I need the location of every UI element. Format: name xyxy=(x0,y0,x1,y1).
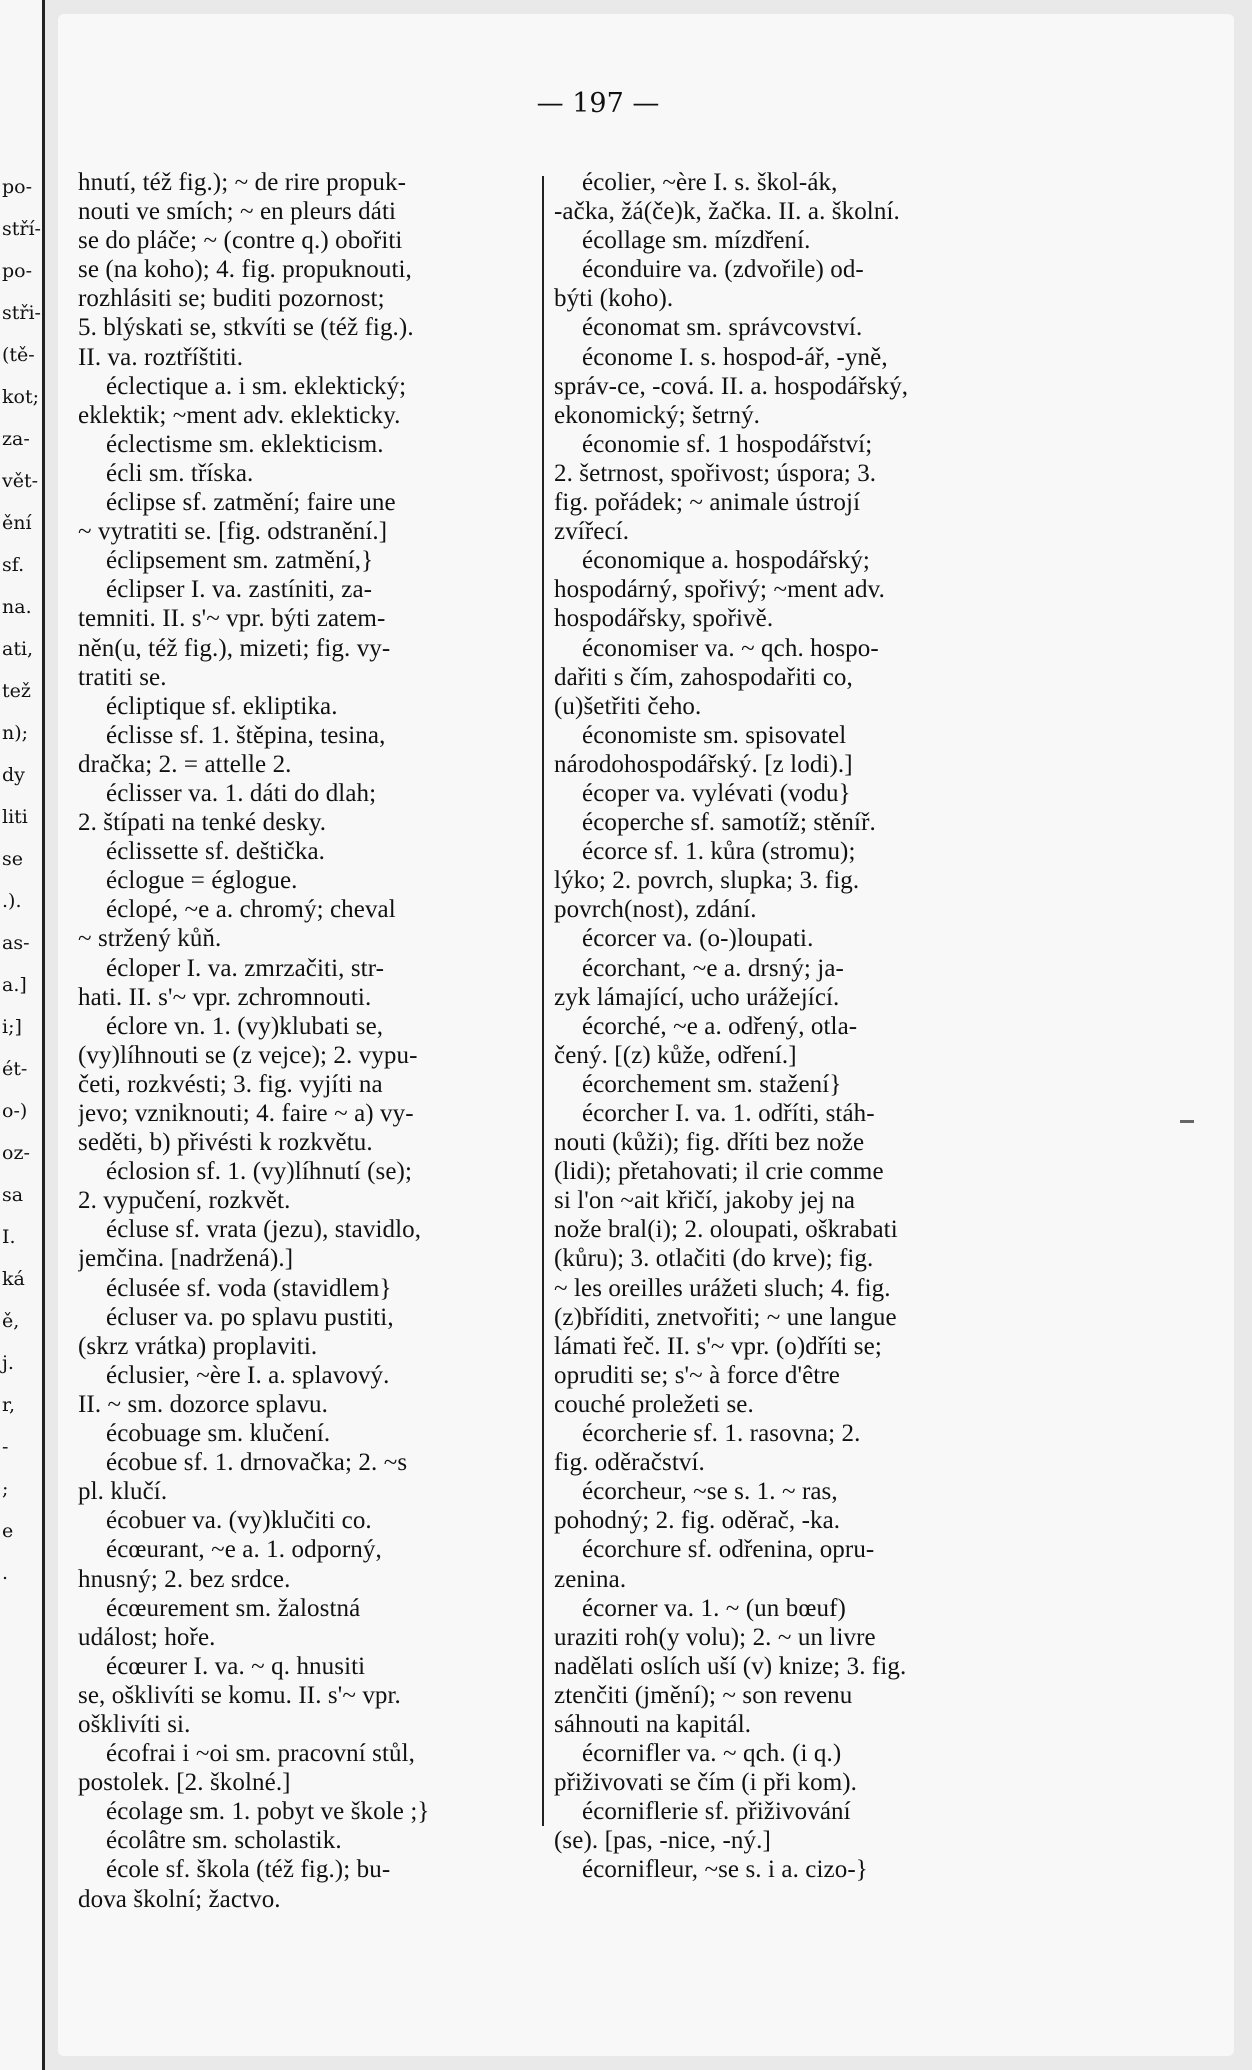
entry-continuation: postolek. [2. školné.] xyxy=(78,1769,291,1797)
entry-headline: éclopé, ~e a. chromý; cheval xyxy=(106,896,396,924)
margin-fragment: dy xyxy=(2,764,25,786)
entry-continuation: býti (koho). xyxy=(554,285,674,313)
margin-fragment: kot; xyxy=(2,386,39,408)
entry-headline: éclusée sf. voda (stavidlem} xyxy=(106,1274,392,1302)
entry-headline: éclosion sf. 1. (vy)líhnutí (se); xyxy=(106,1158,413,1186)
margin-fragment: ě, xyxy=(2,1310,20,1332)
entry-headline: écolier, ~ère I. s. škol-ák, xyxy=(582,169,838,196)
margin-fragment: o-) xyxy=(2,1100,28,1122)
entry-continuation: ~ stržený kůň. xyxy=(78,925,222,953)
margin-mark xyxy=(1180,1120,1194,1123)
entry-continuation: (kůru); 3. otlačiti (do krve); fig. xyxy=(554,1245,874,1273)
margin-fragment: po- xyxy=(2,260,33,282)
entry-continuation: pl. klučí. xyxy=(78,1478,168,1506)
margin-fragment: ét- xyxy=(2,1058,28,1080)
entry-continuation: zyk lámající, ucho urážející. xyxy=(554,983,840,1011)
entry-continuation: se (na koho); 4. fig. propuknouti, xyxy=(78,256,412,284)
entry-headline: écoperche sf. samotíž; stěníř. xyxy=(582,809,876,837)
right-column xyxy=(554,168,1015,1885)
margin-fragment: na. xyxy=(2,596,32,618)
entry-continuation: tratiti se. xyxy=(78,663,167,691)
margin-fragment: a.] xyxy=(2,974,27,996)
entry-headline: écornifler va. ~ qch. (i q.) xyxy=(582,1740,842,1768)
entry-headline: éclectique a. i sm. eklektický; xyxy=(106,372,407,400)
entry-continuation: ~ vytratiti se. [fig. odstranění.] xyxy=(78,518,388,546)
entry-headline: éclipser I. va. zastíniti, za- xyxy=(106,576,373,604)
entry-continuation: zvířecí. xyxy=(554,518,630,546)
entry-headline: écorcer va. (o-)loupati. xyxy=(582,925,814,953)
entry-headline: écliptique sf. ekliptika. xyxy=(106,692,338,720)
margin-fragment: as- xyxy=(2,932,30,954)
margin-fragment: sa xyxy=(2,1184,24,1206)
entry-continuation: přiživovati se čím (i při kom). xyxy=(554,1769,858,1797)
entry-headline: écorcheur, ~se s. 1. ~ ras, xyxy=(582,1478,838,1506)
entry-headline: économe I. s. hospod-ář, -yně, xyxy=(582,343,888,371)
entry-continuation: fig. oděračství. xyxy=(554,1449,705,1477)
entry-headline: éclore vn. 1. (vy)klubati se, xyxy=(106,1012,384,1040)
entry-headline: écolage sm. 1. pobyt ve škole ;} xyxy=(106,1798,430,1826)
margin-fragment: tež xyxy=(2,680,31,702)
entry-headline: écorce sf. 1. kůra (stromu); xyxy=(582,838,856,866)
entry-continuation: nože bral(i); 2. oloupati, oškrabati xyxy=(554,1216,898,1244)
entry-continuation: uraziti roh(y volu); 2. ~ un livre xyxy=(554,1623,876,1651)
entry-continuation: (se). [pas, -nice, -ný.] xyxy=(554,1827,771,1855)
entry-headline: éclipse sf. zatmění; faire une xyxy=(106,489,396,517)
entry-headline: éclipsement sm. zatmění,} xyxy=(106,547,374,575)
dictionary-page xyxy=(58,14,1234,2056)
entry-continuation: fig. pořádek; ~ animale ústrojí xyxy=(554,489,861,517)
entry-headline: écorchure sf. odřenina, opru- xyxy=(582,1536,875,1564)
margin-fragment: ění xyxy=(2,512,32,534)
margin-fragment: sf. xyxy=(2,554,25,576)
margin-fragment: r, xyxy=(2,1394,16,1416)
margin-fragment: se xyxy=(2,848,23,870)
adjacent-page-margin xyxy=(0,0,45,2070)
margin-fragment: vět- xyxy=(2,470,39,492)
entry-headline: écluse sf. vrata (jezu), stavidlo, xyxy=(106,1216,422,1244)
entry-continuation: čený. [(z) kůže, odření.] xyxy=(554,1041,797,1069)
entry-headline: écorniflerie sf. přiživování xyxy=(582,1798,851,1826)
entry-continuation: 5. blýskati se, stkvíti se (též fig.). xyxy=(78,314,414,342)
entry-headline: écorchant, ~e a. drsný; ja- xyxy=(582,954,844,982)
entry-headline: écorcher I. va. 1. odříti, stáh- xyxy=(582,1100,875,1127)
entry-continuation: seděti, b) přivésti k rozkvětu. xyxy=(78,1129,373,1157)
left-column xyxy=(78,168,539,1914)
entry-continuation: jevo; vzniknouti; 4. faire ~ a) vy- xyxy=(78,1100,414,1127)
entry-continuation: 2. šetrnost, spořivost; úspora; 3. xyxy=(554,459,877,487)
entry-headline: écorché, ~e a. odřený, otla- xyxy=(582,1012,858,1040)
margin-fragment: liti xyxy=(2,806,28,828)
entry-continuation: (z)bříditi, znetvořiti; ~ une langue xyxy=(554,1303,897,1331)
entry-continuation: ošklivíti si. xyxy=(78,1710,191,1738)
entry-continuation: -ačka, žá(če)k, žačka. II. a. školní. xyxy=(554,198,900,226)
entry-continuation: ~ les oreilles urážeti sluch; 4. fig. xyxy=(554,1274,891,1302)
entry-headline: écloper I. va. zmrzačiti, str- xyxy=(106,954,385,982)
entry-headline: économique a. hospodářský; xyxy=(582,547,870,575)
entry-continuation: II. va. roztříštiti. xyxy=(78,343,244,371)
entry-continuation: opruditi se; s'~ à force d'être xyxy=(554,1361,840,1389)
entry-headline: éclogue = églogue. xyxy=(106,867,298,895)
entry-continuation: lámati řeč. II. s'~ vpr. (o)dříti se; xyxy=(554,1332,882,1360)
entry-headline: écobuage sm. klučení. xyxy=(106,1420,331,1448)
margin-fragment: ati, xyxy=(2,638,34,660)
entry-headline: éclectisme sm. eklekticism. xyxy=(106,430,384,458)
entry-continuation: 2. vypučení, rozkvět. xyxy=(78,1187,291,1215)
entry-headline: écœurant, ~e a. 1. odporný, xyxy=(106,1536,382,1564)
entry-continuation: 2. štípati na tenké desky. xyxy=(78,809,327,837)
page-number: — 197 — xyxy=(536,88,660,119)
column-divider xyxy=(542,176,544,1826)
margin-fragment: (tě- xyxy=(2,344,35,366)
entry-continuation: (u)šetřiti čeho. xyxy=(554,692,702,720)
margin-fragment: - xyxy=(2,1436,9,1458)
entry-continuation: správ-ce, -cová. II. a. hospodářský, xyxy=(554,372,909,400)
margin-fragment: e xyxy=(2,1520,14,1542)
margin-fragment: I. xyxy=(2,1226,16,1248)
entry-headline: économie sf. 1 hospodářství; xyxy=(582,430,873,458)
entry-headline: écœurer I. va. ~ q. hnusiti xyxy=(106,1652,366,1680)
entry-headline: écorner va. 1. ~ (un bœuf) xyxy=(582,1594,846,1622)
entry-continuation: sáhnouti na kapitál. xyxy=(554,1710,752,1738)
margin-fragment: po- xyxy=(2,176,33,198)
margin-fragment: oz- xyxy=(2,1142,30,1164)
entry-continuation: couché proležeti se. xyxy=(554,1390,754,1418)
entry-headline: écorchement sm. stažení} xyxy=(582,1070,842,1098)
entry-continuation: hnutí, též fig.); ~ de rire propuk- xyxy=(78,169,407,196)
entry-continuation: dova školní; žactvo. xyxy=(78,1885,281,1913)
entry-continuation: nadělati oslích uší (v) knize; 3. fig. xyxy=(554,1652,907,1680)
margin-fragment: i;] xyxy=(2,1016,22,1038)
entry-headline: école sf. škola (též fig.); bu- xyxy=(106,1856,391,1884)
margin-fragment: stří- xyxy=(2,218,41,240)
entry-continuation: hospodářsky, spořivě. xyxy=(554,605,774,633)
entry-continuation: (vy)líhnouti se (z vejce); 2. vypu- xyxy=(78,1041,418,1069)
entry-continuation: nouti ve smích; ~ en pleurs dáti xyxy=(78,198,397,226)
entry-headline: écluser va. po splavu pustiti, xyxy=(106,1303,394,1331)
entry-continuation: dračka; 2. = attelle 2. xyxy=(78,750,292,778)
entry-continuation: ekonomický; šetrný. xyxy=(554,401,761,429)
entry-continuation: zenina. xyxy=(554,1565,627,1593)
entry-continuation: II. ~ sm. dozorce splavu. xyxy=(78,1390,328,1418)
entry-continuation: se, ošklivíti se komu. II. s'~ vpr. xyxy=(78,1681,401,1709)
entry-headline: économiste sm. spisovatel xyxy=(582,721,847,749)
margin-fragment: za- xyxy=(2,428,30,450)
entry-continuation: se do pláče; ~ (contre q.) obořiti xyxy=(78,227,403,255)
entry-continuation: hnusný; 2. bez srdce. xyxy=(78,1565,291,1593)
entry-headline: économiser va. ~ qch. hospo- xyxy=(582,634,879,662)
entry-headline: éclissette sf. deštička. xyxy=(106,838,325,866)
entry-headline: écli sm. tříska. xyxy=(106,459,254,487)
entry-continuation: hati. II. s'~ vpr. zchromnouti. xyxy=(78,983,372,1011)
entry-headline: écoper va. vylévati (vodu} xyxy=(582,779,851,807)
entry-headline: éclisser va. 1. dáti do dlah; xyxy=(106,779,377,807)
entry-continuation: ztenčiti (jmění); ~ son revenu xyxy=(554,1681,853,1709)
entry-continuation: rozhlásiti se; buditi pozornost; xyxy=(78,285,385,313)
margin-fragment: ká xyxy=(2,1268,25,1290)
entry-continuation: hospodárný, spořivý; ~ment adv. xyxy=(554,576,885,604)
entry-continuation: (skrz vrátka) proplaviti. xyxy=(78,1332,318,1360)
entry-headline: écollage sm. mízdření. xyxy=(582,227,811,255)
entry-headline: écornifleur, ~se s. i a. cizo-} xyxy=(582,1856,868,1884)
margin-fragment: ; xyxy=(2,1478,9,1500)
entry-continuation: četi, rozkvésti; 3. fig. vyjíti na xyxy=(78,1070,383,1098)
entry-continuation: pohodný; 2. fig. oděrač, -ka. xyxy=(554,1507,841,1535)
entry-continuation: temniti. II. s'~ vpr. býti zatem- xyxy=(78,605,386,633)
entry-continuation: událost; hoře. xyxy=(78,1623,216,1651)
entry-continuation: si l'on ~ait křičí, jakoby jej na xyxy=(554,1187,856,1215)
entry-headline: écobue sf. 1. drnovačka; 2. ~s xyxy=(106,1449,408,1477)
margin-fragment: . xyxy=(2,1562,9,1584)
entry-headline: éclusier, ~ère I. a. splavový. xyxy=(106,1361,390,1389)
margin-fragment: j. xyxy=(2,1352,14,1374)
entry-headline: écœurement sm. žalostná xyxy=(106,1594,361,1622)
entry-headline: écobuer va. (vy)klučiti co. xyxy=(106,1507,372,1535)
entry-continuation: dařiti s čím, zahospodařiti co, xyxy=(554,663,853,691)
entry-continuation: (lidi); přetahovati; il crie comme xyxy=(554,1158,884,1186)
margin-fragment: stři- xyxy=(2,302,41,324)
entry-continuation: eklektik; ~ment adv. eklekticky. xyxy=(78,401,401,429)
entry-headline: écorcherie sf. 1. rasovna; 2. xyxy=(582,1420,861,1448)
entry-continuation: nouti (kůži); fig. dříti bez nože xyxy=(554,1129,865,1157)
margin-fragment: n); xyxy=(2,722,29,744)
margin-fragment: .). xyxy=(2,890,22,912)
entry-headline: éconduire va. (zdvořile) od- xyxy=(582,256,864,284)
entry-headline: écolâtre sm. scholastik. xyxy=(106,1827,342,1855)
entry-continuation: jemčina. [nadržená).] xyxy=(78,1245,294,1273)
entry-continuation: národohospodářský. [z lodi).] xyxy=(554,750,853,778)
entry-continuation: lýko; 2. povrch, slupka; 3. fig. xyxy=(554,867,860,895)
entry-continuation: něn(u, též fig.), mizeti; fig. vy- xyxy=(78,634,391,662)
entry-headline: écofrai i ~oi sm. pracovní stůl, xyxy=(106,1740,416,1768)
entry-continuation: povrch(nost), zdání. xyxy=(554,896,757,924)
entry-headline: éclisse sf. 1. štěpina, tesina, xyxy=(106,721,386,749)
entry-headline: économat sm. správcovství. xyxy=(582,314,863,342)
